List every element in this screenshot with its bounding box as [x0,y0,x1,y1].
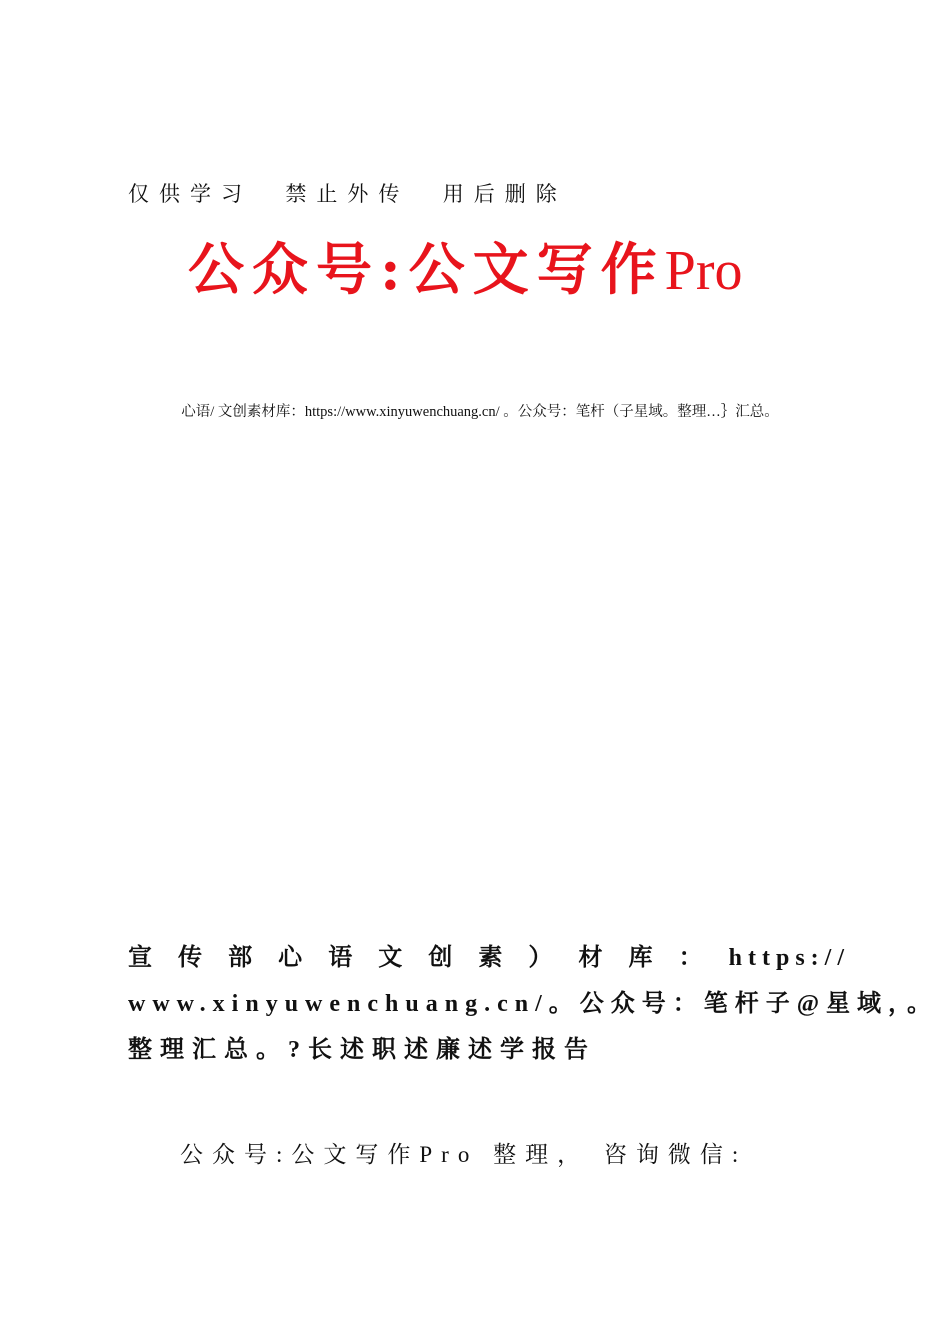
brand-title-suffix: Pro [664,240,743,302]
source-paragraph-line-2: www.xinyuwenchuang.cn/。公众号：笔杆子@星域，。 [128,991,939,1017]
brand-title [188,226,742,306]
source-paragraph-line-3: 整理汇总。?长述职述廉述学报告 [128,1037,596,1063]
source-paragraph [128,935,939,1073]
source-paragraph-line-1: 宣传部心语文创素）材库：https:// [128,945,850,971]
brand-title-main: 公众号:公文写作 [188,237,665,303]
usage-notice: 仅供学习 禁止外传 用后删除 [128,182,567,206]
contact-line: 公众号:公文写作Pro 整理， 咨询微信: [180,1142,748,1167]
source-note: 心语/ 文创素材库：https://www.xinyuwenchuang.cn/ 。公众号：笔杆（子星域。整理…｝汇总。 [181,404,779,420]
